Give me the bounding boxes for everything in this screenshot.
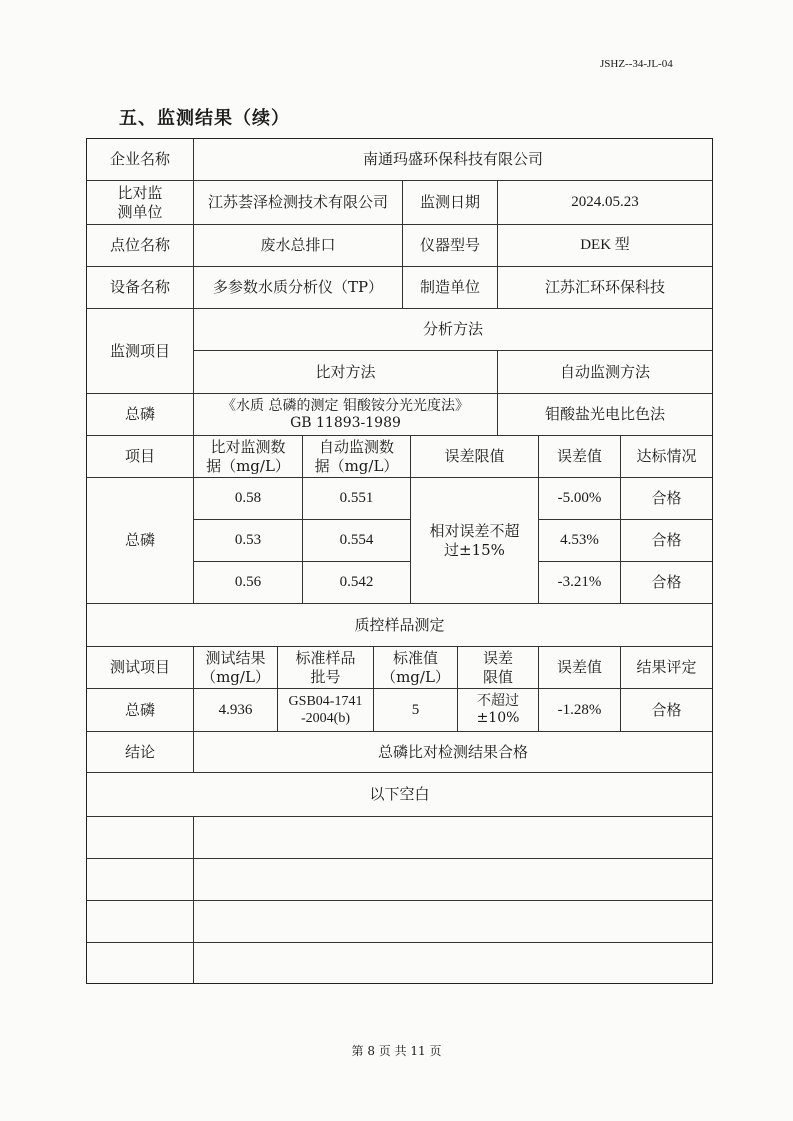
blank-note: 以下空白: [87, 773, 712, 817]
section-title: 五、监测结果（续）: [119, 108, 290, 129]
cmp-error-value: 4.53%: [539, 520, 621, 562]
auto-method-value: 钼酸盐光电比色法: [498, 394, 712, 436]
empty-cell: [194, 859, 712, 901]
analysis-method-label: 分析方法: [194, 309, 712, 351]
cmp-status: 合格: [621, 520, 712, 562]
company-label: 企业名称: [87, 139, 194, 181]
point-label: 点位名称: [87, 225, 194, 267]
qc-header-limit: 误差 限值: [458, 647, 539, 689]
empty-cell: [87, 859, 194, 901]
cmp-status: 合格: [621, 478, 712, 520]
maker-value: 江苏汇环环保科技: [498, 267, 712, 309]
qc-error: -1.28%: [539, 689, 621, 732]
cmp-header-auto-data: 自动监测数 据（mg/L）: [303, 436, 411, 478]
cmp-compare-value: 0.58: [194, 478, 303, 520]
cmp-limit: 相对误差不超 过±15%: [411, 478, 539, 604]
qc-batch: GSB04-1741 -2004(b): [278, 689, 374, 732]
empty-cell: [87, 943, 194, 983]
compare-method-value: 《水质 总磷的测定 钼酸铵分光光度法》 GB 11893-1989: [194, 394, 498, 436]
cmp-auto-value: 0.542: [303, 562, 411, 604]
cmp-header-error: 误差值: [539, 436, 621, 478]
conclusion-label: 结论: [87, 732, 194, 773]
date-value: 2024.05.23: [498, 181, 712, 225]
empty-cell: [87, 817, 194, 859]
monitor-item-label: 监测项目: [87, 309, 194, 394]
empty-cell: [87, 901, 194, 943]
cmp-auto-value: 0.551: [303, 478, 411, 520]
qc-header-item: 测试项目: [87, 647, 194, 689]
document-code: JSHZ--34-JL-04: [600, 58, 673, 70]
qc-item: 总磷: [87, 689, 194, 732]
empty-cell: [194, 943, 712, 983]
model-value: DEK 型: [498, 225, 712, 267]
qc-result: 4.936: [194, 689, 278, 732]
page-footer: 第 8 页 共 11 页: [351, 1044, 442, 1058]
maker-label: 制造单位: [403, 267, 498, 309]
empty-cell: [194, 901, 712, 943]
cmp-auto-value: 0.554: [303, 520, 411, 562]
qc-standard: 5: [374, 689, 458, 732]
cmp-header-limit: 误差限值: [411, 436, 539, 478]
cmp-header-status: 达标情况: [621, 436, 712, 478]
cmp-status: 合格: [621, 562, 712, 604]
qc-header-error: 误差值: [539, 647, 621, 689]
method-param: 总磷: [87, 394, 194, 436]
qc-limit: 不超过 ±10%: [458, 689, 539, 732]
results-table: [86, 138, 713, 984]
qc-header-rating: 结果评定: [621, 647, 712, 689]
cmp-error-value: -3.21%: [539, 562, 621, 604]
qc-title: 质控样品测定: [87, 604, 712, 647]
compare-unit-label: 比对监 测单位: [87, 181, 194, 225]
auto-method-label: 自动监测方法: [498, 351, 712, 394]
model-label: 仪器型号: [403, 225, 498, 267]
cmp-param: 总磷: [87, 478, 194, 604]
device-label: 设备名称: [87, 267, 194, 309]
cmp-compare-value: 0.56: [194, 562, 303, 604]
cmp-header-item: 项目: [87, 436, 194, 478]
device-value: 多参数水质分析仪（TP）: [194, 267, 403, 309]
empty-cell: [194, 817, 712, 859]
compare-unit-value: 江苏荟泽检测技术有限公司: [194, 181, 403, 225]
cmp-header-compare-data: 比对监测数 据（mg/L）: [194, 436, 303, 478]
qc-header-standard: 标准值 （mg/L）: [374, 647, 458, 689]
compare-method-label: 比对方法: [194, 351, 498, 394]
company-value: 南通玛盛环保科技有限公司: [194, 139, 712, 181]
point-value: 废水总排口: [194, 225, 403, 267]
date-label: 监测日期: [403, 181, 498, 225]
qc-rating: 合格: [621, 689, 712, 732]
conclusion-value: 总磷比对检测结果合格: [194, 732, 712, 773]
qc-header-result: 测试结果 （mg/L）: [194, 647, 278, 689]
cmp-error-value: -5.00%: [539, 478, 621, 520]
qc-header-batch: 标准样品 批号: [278, 647, 374, 689]
cmp-compare-value: 0.53: [194, 520, 303, 562]
